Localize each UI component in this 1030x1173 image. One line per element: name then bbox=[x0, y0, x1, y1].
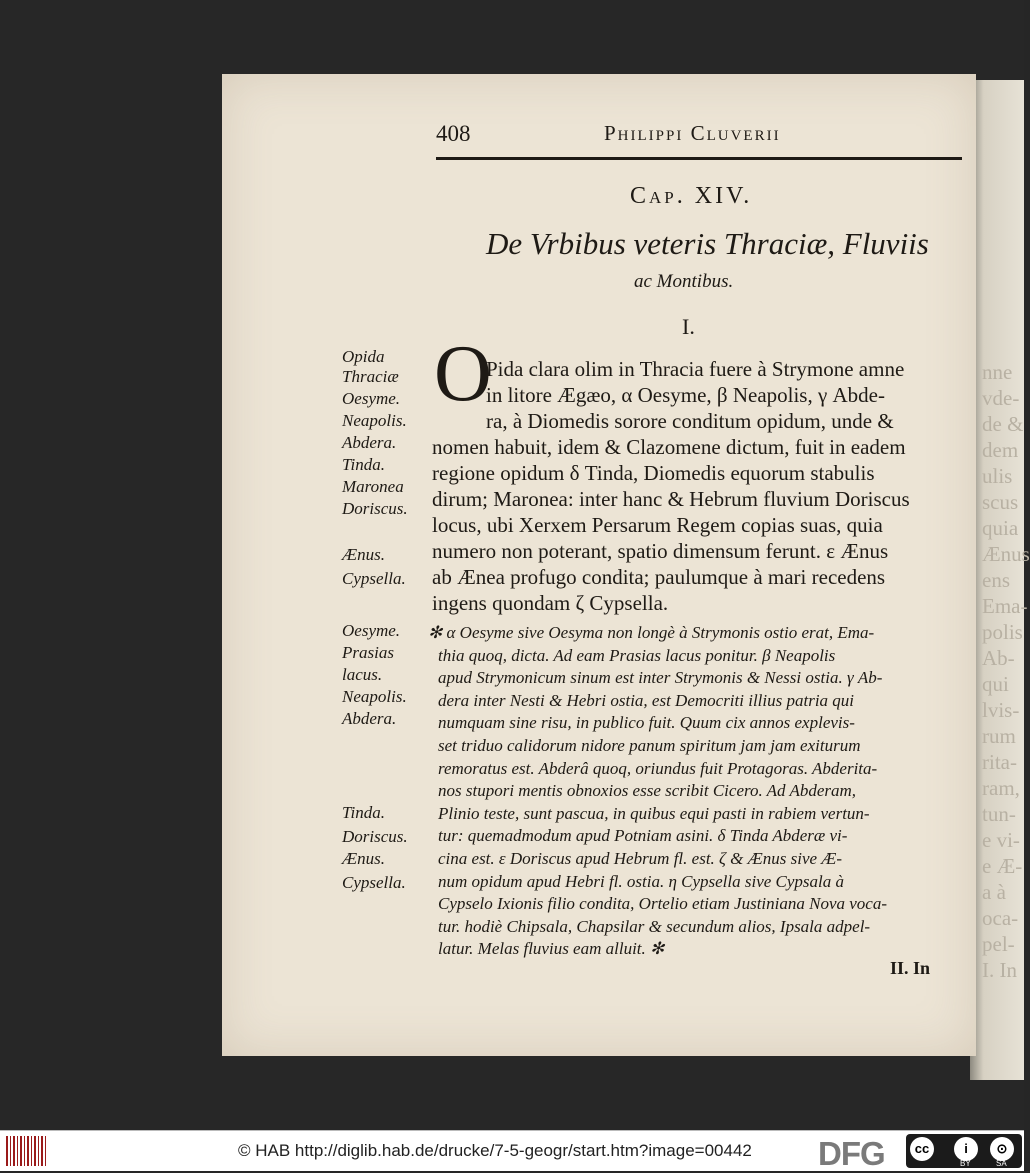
running-head: Philippi Cluverii bbox=[604, 121, 781, 145]
bleed-text: vde- bbox=[982, 386, 1020, 410]
note-line: tur. hodiè Chipsala, Chapsilar & secundum alios, Ipsala adpel- bbox=[438, 916, 871, 936]
bleed-text: e Æ- bbox=[982, 854, 1023, 878]
note-line: remoratus est. Abderâ quoq, oriundus fuit Protagoras. Abderita- bbox=[438, 758, 878, 778]
margin-note: Prasias bbox=[342, 643, 394, 662]
next-page-edge bbox=[970, 80, 1030, 1080]
note-line: cina est. ε Doriscus apud Hebrum fl. est. ζ & Ænus sive Æ- bbox=[438, 849, 843, 868]
bleed-text: ram, bbox=[982, 776, 1020, 800]
text-line: numero non poterant, spatio dimensum ferunt. ε Ænus bbox=[432, 539, 889, 563]
page-number: 408 bbox=[436, 121, 471, 146]
bleed-text: scus bbox=[982, 490, 1019, 514]
margin-note: Doriscus. bbox=[342, 827, 408, 846]
margin-note: Oesyme. bbox=[342, 621, 401, 640]
bleed-text: oca- bbox=[982, 906, 1019, 930]
text-line: Pida clara olim in Thracia fuere à Strymone amne bbox=[486, 357, 905, 381]
margin-note: Doriscus. bbox=[342, 499, 408, 518]
margin-note: Tinda. bbox=[342, 803, 385, 822]
note-line: numquam sine risu, in publico fuit. Quum cix annos explevis- bbox=[438, 713, 855, 733]
creative-commons-badge[interactable] bbox=[906, 1134, 1022, 1168]
note-line: latur. Melas fluvius eam alluit. ✻ bbox=[438, 939, 665, 959]
header-rule bbox=[436, 157, 962, 160]
margin-note: Ænus. bbox=[342, 545, 385, 564]
bleed-text: dem bbox=[982, 438, 1019, 462]
bleed-text: ulis bbox=[982, 464, 1013, 488]
margin-note: Ænus. bbox=[342, 849, 385, 868]
note-line: set triduo calidorum nidore panum spiritum jam jam exiturum bbox=[438, 736, 861, 755]
margin-note: Neapolis. bbox=[342, 687, 407, 706]
sa-label: SA bbox=[996, 1159, 1007, 1168]
bleed-text: rita- bbox=[982, 750, 1017, 774]
text-line: dirum; Maronea: inter hanc & Hebrum fluvium Doriscus bbox=[432, 487, 910, 511]
text-line: ab Ænea profugo condita; paulumque à mari recedens bbox=[432, 565, 886, 589]
catchword: II. In bbox=[890, 958, 931, 978]
note-line: apud Strymonicum sinum est inter Strymonis & Nessi ostia. γ Ab- bbox=[438, 668, 883, 688]
bleed-text: I. In bbox=[982, 958, 1017, 982]
margin-note: Tinda. bbox=[342, 455, 385, 474]
text-line: nomen habuit, idem & Clazomene dictum, fuit in eadem bbox=[432, 435, 906, 459]
chapter-title-line-2: ac Montibus. bbox=[634, 271, 734, 292]
bleed-text: a à bbox=[982, 880, 1006, 904]
margin-note: Abdera. bbox=[342, 709, 397, 728]
bleed-text: tun- bbox=[982, 802, 1016, 826]
bleed-text: Ab- bbox=[982, 646, 1015, 670]
book-page bbox=[222, 74, 976, 1056]
bleed-text: e vi- bbox=[982, 828, 1020, 852]
bleed-text: qui bbox=[982, 672, 1009, 696]
bleed-text: ens bbox=[982, 568, 1010, 592]
margin-note: lacus. bbox=[342, 665, 383, 684]
note-line: tur: quemadmodum apud Potniam asini. δ Tinda Abderæ vi- bbox=[438, 826, 848, 846]
note-line: nos stupori mentis obnoxios esse scribit Cicero. Ad Abderam, bbox=[438, 781, 857, 801]
copyright-link[interactable]: © HAB http://diglib.hab.de/drucke/7-5-geogr/start.htm?image=00442 bbox=[238, 1141, 752, 1160]
share-alike-icon: ⊙ bbox=[990, 1137, 1014, 1161]
chapter-heading: Cap. XIV. bbox=[630, 183, 753, 209]
bleed-text: polis bbox=[982, 620, 1023, 644]
section-number: I. bbox=[682, 314, 695, 339]
note-line: Cypselo Ixionis filio condita, Ortelio etiam Justiniana Nova voca- bbox=[438, 894, 888, 914]
by-label: BY bbox=[960, 1159, 971, 1168]
library-logo bbox=[6, 1136, 46, 1166]
text-line: ingens quondam ζ Cypsella. bbox=[432, 591, 669, 615]
margin-note: Abdera. bbox=[342, 433, 397, 452]
text-line: ra, à Diomedis sorore conditum opidum, unde & bbox=[486, 409, 894, 433]
note-line: num opidum apud Hebri fl. ostia. η Cypsella sive Cypsala à bbox=[438, 871, 845, 891]
drop-cap: O bbox=[434, 330, 492, 418]
note-line: ✻ α Oesyme sive Oesyma non longè à Strymonis ostio erat, Ema- bbox=[428, 623, 875, 642]
bleed-text: Ænus bbox=[982, 542, 1030, 566]
note-line: Plinio teste, sunt pascua, in quibus equi pasti in rabiem vertun- bbox=[438, 803, 870, 823]
text-line: regione opidum δ Tinda, Diomedis equorum stabulis bbox=[432, 461, 875, 485]
bleed-text: rum bbox=[982, 724, 1016, 748]
text-line: in litore Ægæo, α Oesyme, β Neapolis, γ Abde- bbox=[486, 383, 885, 407]
bleed-text: pel- bbox=[982, 932, 1015, 956]
margin-note: Opida bbox=[342, 347, 385, 366]
bleed-text: quia bbox=[982, 516, 1019, 540]
chapter-title-line-1: De Vrbibus veteris Thraciæ, Fluviis bbox=[486, 226, 929, 261]
margin-note: Neapolis. bbox=[342, 411, 407, 430]
attribution-icon: i bbox=[954, 1137, 978, 1161]
cc-icon: cc bbox=[910, 1137, 934, 1161]
text-line: locus, ubi Xerxem Persarum Regem copias suas, quia bbox=[432, 513, 883, 537]
margin-note: Cypsella. bbox=[342, 873, 406, 892]
note-line: dera inter Nesti & Hebri ostia, est Democriti illius patria qui bbox=[438, 690, 855, 710]
margin-note: Thraciæ bbox=[342, 367, 399, 386]
footer-bar bbox=[0, 1130, 1024, 1171]
note-line: thia quoq, dicta. Ad eam Prasias lacus ponitur. β Neapolis bbox=[438, 645, 836, 665]
margin-note: Cypsella. bbox=[342, 569, 406, 588]
margin-note: Oesyme. bbox=[342, 389, 401, 408]
bleed-text: lvis- bbox=[982, 698, 1020, 722]
dfg-logo: DFG bbox=[818, 1135, 885, 1172]
bleed-text: de & bbox=[982, 412, 1024, 436]
margin-note: Maronea bbox=[342, 477, 404, 496]
bleed-text: Ema- bbox=[982, 594, 1028, 618]
bleed-text: nne bbox=[982, 360, 1013, 384]
